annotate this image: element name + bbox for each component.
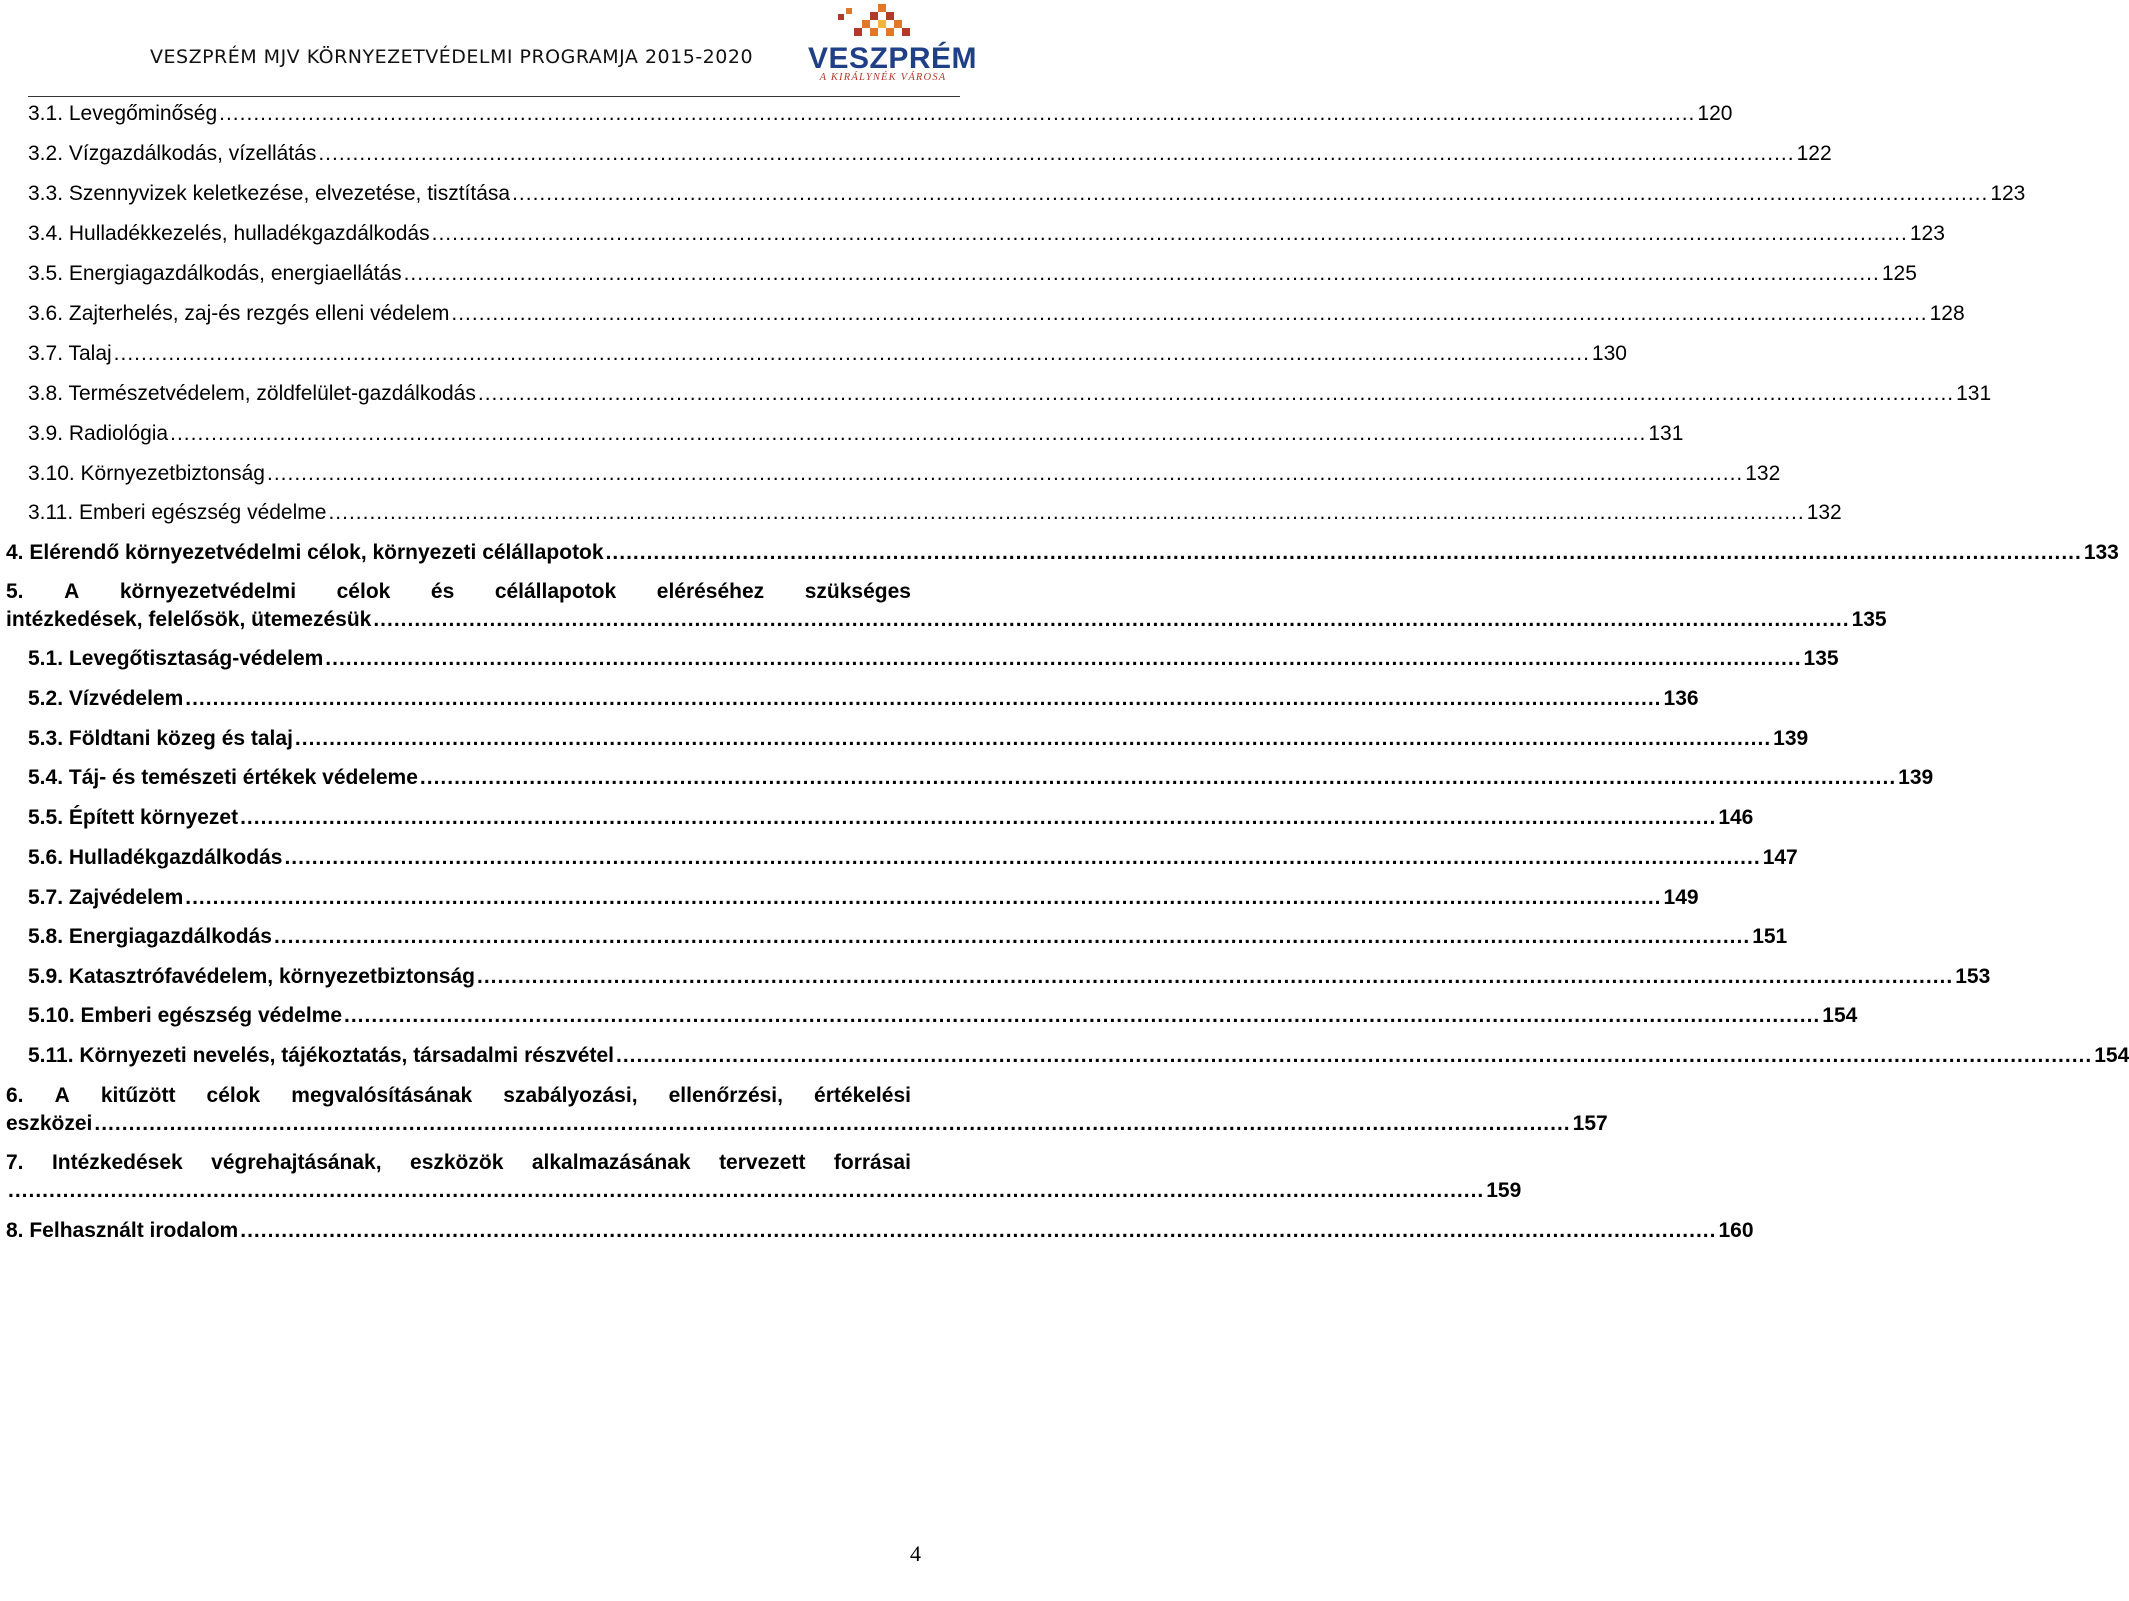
toc-leader-dots (420, 763, 1896, 793)
toc-entry-title: 5.3. Földtani közeg és talaj (28, 727, 293, 750)
toc-entry-title: 3.1. Levegőminőség (28, 102, 218, 125)
toc-entry[interactable] (28, 498, 1842, 528)
toc-leader-dots (477, 962, 1953, 992)
toc-page-number: 135 (1851, 608, 1887, 631)
toc-page-number: 122 (1796, 142, 1832, 165)
toc-entry-title-line1[interactable]: 7. Intézkedések végrehajtásának, eszközök alkalmazásának tervezett forrásai (6, 1151, 911, 1174)
toc-page-number: 123 (1909, 222, 1945, 245)
crown-icon (834, 2, 934, 42)
toc-entry-title: 4. Elérendő környezetvédelmi célok, környezeti célállapotok (6, 541, 604, 564)
toc-page-number: 151 (1752, 925, 1788, 948)
logo-wordmark: VESZPRÉM (808, 42, 978, 75)
toc-leader-dots (284, 843, 1760, 873)
toc-page-number: 146 (1718, 806, 1754, 829)
toc-page-number: 132 (1806, 501, 1842, 524)
toc-page-number: 128 (1929, 302, 1965, 325)
toc-entry[interactable] (28, 459, 1781, 489)
toc-entry-title: 3.3. Szennyvizek keletkezése, elvezetése, tisztítása (28, 182, 511, 205)
toc-leader-dots (8, 1176, 1484, 1206)
toc-entry-title: 5.8. Energiagazdálkodás (28, 925, 272, 948)
toc-page-number: 147 (1762, 846, 1798, 869)
toc-page-number: 154 (1822, 1004, 1858, 1027)
toc-entry[interactable] (28, 139, 1832, 169)
toc-entry-title: 5.11. Környezeti nevelés, tájékoztatás, társadalmi részvétel (28, 1044, 614, 1067)
toc-entry-title: 5.2. Vízvédelem (28, 687, 184, 710)
toc-entry-title: 3.5. Energiagazdálkodás, energiaellátás (28, 262, 402, 285)
toc-entry[interactable] (6, 1216, 1754, 1246)
toc-entry[interactable] (28, 922, 1788, 952)
toc-entry[interactable] (6, 538, 2119, 568)
toc-leader-dots (478, 379, 1954, 409)
toc-page-number: 160 (1718, 1219, 1754, 1242)
toc-entry[interactable] (6, 605, 1887, 635)
toc-leader-dots (318, 139, 1794, 169)
toc-entry[interactable] (6, 1176, 1522, 1206)
toc-leader-dots (325, 644, 1801, 674)
logo-tagline: A KIRÁLYNÉK VÁROSA (819, 72, 947, 83)
toc-leader-dots (274, 922, 1750, 952)
toc-entry[interactable] (28, 259, 1917, 289)
toc-entry-title: 3.2. Vízgazdálkodás, vízellátás (28, 142, 317, 165)
toc-leader-dots (295, 724, 1771, 754)
toc-entry-title: 5.1. Levegőtisztaság-védelem (28, 647, 324, 670)
toc-entry[interactable] (28, 179, 2026, 209)
toc-page-number: 131 (1956, 382, 1992, 405)
toc-entry-title: 3.6. Zajterhelés, zaj-és rezgés elleni védelem (28, 302, 450, 325)
toc-page-number: 154 (2094, 1044, 2129, 1067)
toc-leader-dots (512, 179, 1988, 209)
toc-entry-title: 3.11. Emberi egészség védelme (28, 501, 327, 524)
toc-leader-dots (404, 259, 1880, 289)
toc-leader-dots (432, 219, 1908, 249)
toc-entry-title: 5.5. Épített környezet (28, 806, 239, 829)
toc-entry[interactable] (28, 379, 1992, 409)
toc-entry-title-line1[interactable]: 5. A környezetvédelmi célok és célállapotok eléréséhez szükséges (6, 580, 911, 603)
toc-entry[interactable] (28, 1001, 1858, 1031)
toc-page-number: 123 (1990, 182, 2026, 205)
toc-entry-title: 3.8. Természetvédelem, zöldfelület-gazdálkodás (28, 382, 476, 405)
toc-entry-title: 5.6. Hulladékgazdálkodás (28, 846, 283, 869)
document-title: VESZPRÉM MJV KÖRNYEZETVÉDELMI PROGRAMJA 2015-2020 (150, 46, 754, 68)
toc-entry-title: intézkedések, felelősök, ütemezésük (6, 608, 372, 631)
toc-entry-title: eszközei (6, 1112, 93, 1135)
toc-leader-dots (170, 419, 1646, 449)
toc-leader-dots (267, 459, 1743, 489)
toc-leader-dots (344, 1001, 1820, 1031)
toc-leader-dots (94, 1109, 1570, 1139)
toc-leader-dots (219, 99, 1695, 129)
toc-page-number: 139 (1898, 766, 1934, 789)
toc-entry[interactable] (28, 99, 1733, 129)
page-header (0, 0, 978, 100)
toc-entry[interactable] (28, 219, 1945, 249)
toc-entry-title: 3.10. Környezetbiztonság (28, 462, 265, 485)
header-divider (28, 96, 960, 97)
toc-page-number: 139 (1773, 727, 1809, 750)
toc-entry[interactable] (28, 419, 1684, 449)
toc-entry-title: 5.9. Katasztrófavédelem, környezetbiztonság (28, 965, 475, 988)
toc-page-number: 135 (1803, 647, 1839, 670)
toc-entry-title: 8. Felhasznált irodalom (6, 1219, 239, 1242)
toc-page-number: 120 (1697, 102, 1733, 125)
toc-entry[interactable] (28, 299, 1965, 329)
toc-leader-dots (185, 883, 1661, 913)
toc-leader-dots (114, 339, 1590, 369)
toc-entry[interactable] (6, 1109, 1608, 1139)
toc-entry[interactable] (28, 843, 1798, 873)
toc-entry[interactable] (28, 684, 1699, 714)
toc-leader-dots (451, 299, 1927, 329)
toc-entry-title: 5.4. Táj- és temészeti értékek védeleme (28, 766, 418, 789)
toc-entry[interactable] (28, 883, 1699, 913)
toc-page-number: 132 (1745, 462, 1781, 485)
toc-entry[interactable] (28, 724, 1809, 754)
toc-entry[interactable] (28, 763, 1934, 793)
toc-entry-title: 3.7. Talaj (28, 342, 112, 365)
toc-entry-title: 3.4. Hulladékkezelés, hulladékgazdálkodás (28, 222, 430, 245)
toc-page-number: 136 (1663, 687, 1699, 710)
toc-leader-dots (373, 605, 1849, 635)
toc-entry[interactable] (28, 339, 1627, 369)
veszprem-logo (808, 2, 978, 94)
toc-page-number: 149 (1663, 886, 1699, 909)
toc-leader-dots (606, 538, 2082, 568)
toc-entry[interactable] (28, 803, 1754, 833)
toc-page-number: 159 (1486, 1179, 1522, 1202)
toc-leader-dots (185, 684, 1661, 714)
toc-page-number: 157 (1572, 1112, 1608, 1135)
toc-page-number: 153 (1955, 965, 1991, 988)
toc-leader-dots (328, 498, 1804, 528)
toc-leader-dots (616, 1041, 2092, 1071)
toc-leader-dots (240, 803, 1716, 833)
toc-entry[interactable] (28, 962, 1991, 992)
toc-page-number: 133 (2083, 541, 2119, 564)
toc-entry-title: 5.7. Zajvédelem (28, 886, 184, 909)
toc-page-number: 125 (1881, 262, 1917, 285)
toc-entry-title: 3.9. Radiológia (28, 422, 169, 445)
toc-entry[interactable] (28, 1041, 2129, 1071)
toc-page-number: 131 (1648, 422, 1684, 445)
toc-page-number: 130 (1591, 342, 1627, 365)
toc-leader-dots (240, 1216, 1716, 1246)
page-number: 4 (910, 1541, 921, 1566)
toc-entry-title-line1[interactable]: 6. A kitűzött célok megvalósításának szabályozási, ellenőrzési, értékelési (6, 1084, 911, 1107)
toc-entry[interactable] (28, 644, 1839, 674)
toc-entry-title: 5.10. Emberi egészség védelme (28, 1004, 343, 1027)
